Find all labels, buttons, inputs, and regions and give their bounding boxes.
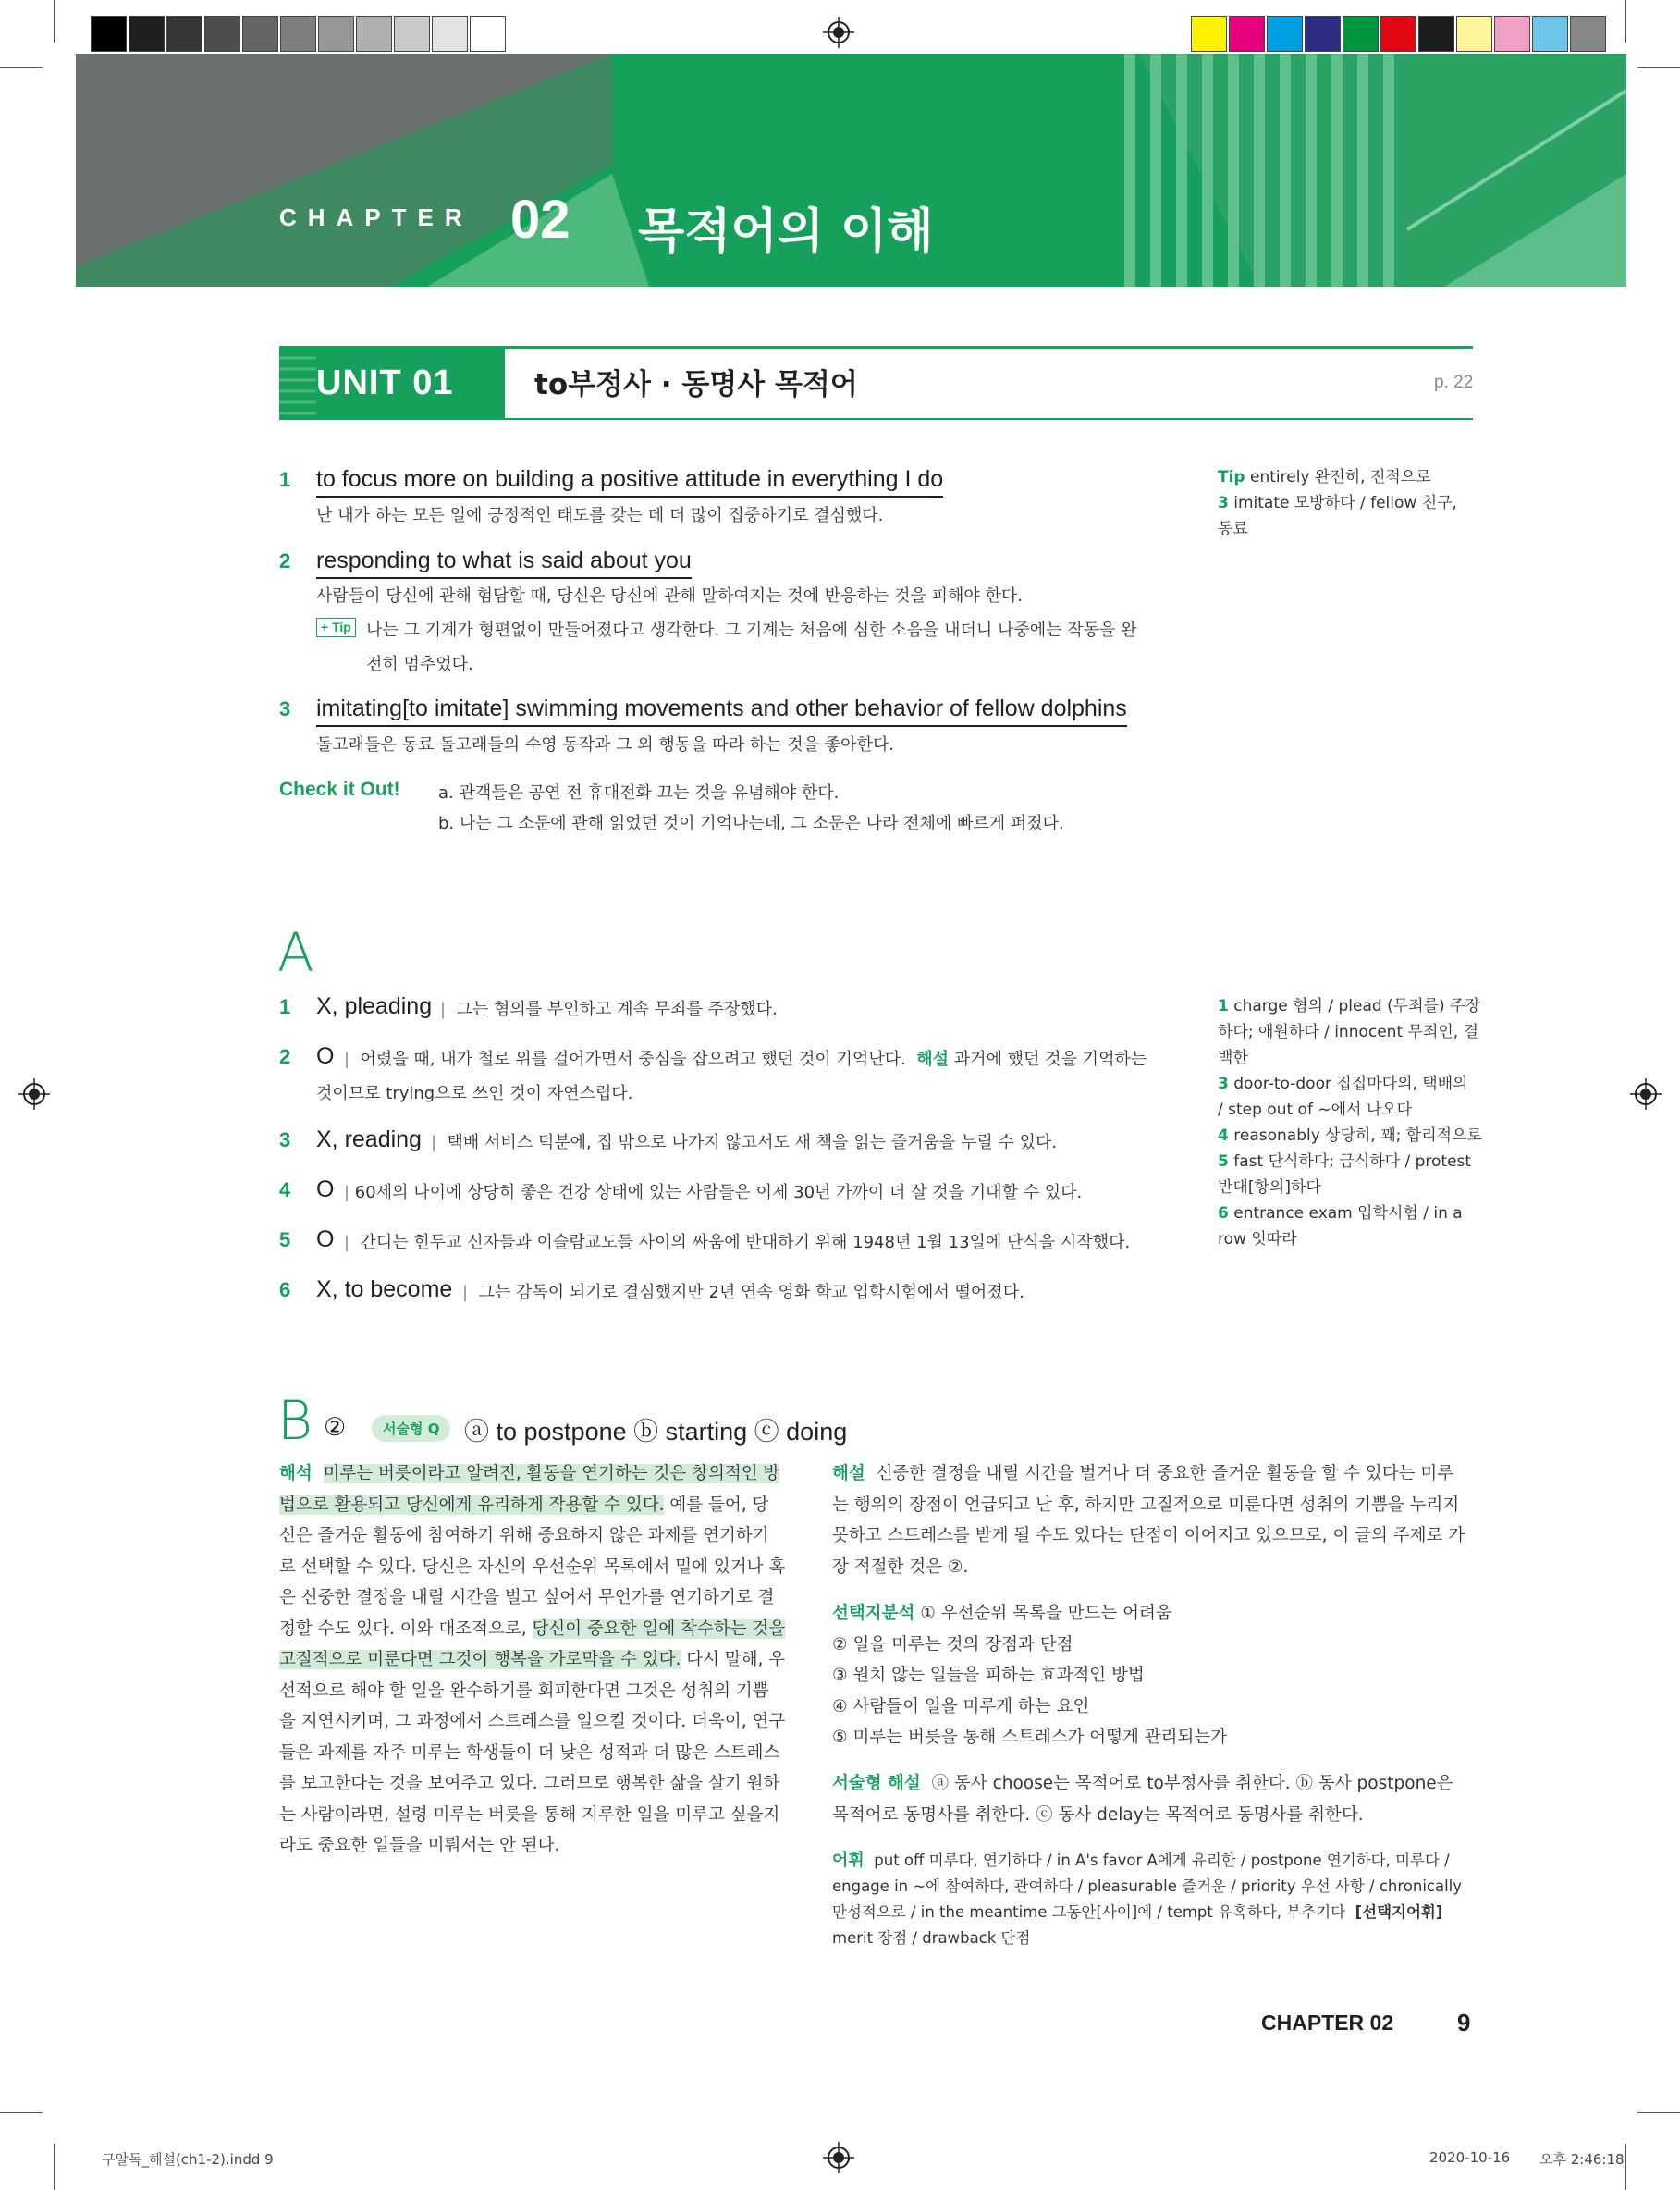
translation-body: 간디는 힌두교 신자들과 이슬람교도들 사이의 싸움에 반대하기 위해 1948년 1월 13일에 단식을 시작했다.	[360, 1233, 1131, 1252]
vocabulary-text: 만성적으로 / in the meantime 그동안[사이]에 / tempt 유혹하다, 부추기다	[832, 1903, 1346, 1921]
side-number: 5	[1218, 1152, 1229, 1171]
vocabulary-text: put off 미루다, 연기하다 / in A's favor A에게 유리한 / postpone 연기하다, 미루다 /	[874, 1852, 1450, 1869]
side-tip-text: imitate 모방하다 / fellow 친구,	[1233, 494, 1457, 512]
paragraph-text: 예를 들어, 당	[664, 1495, 769, 1515]
translation-text: | 60세의 나이에 상당히 좋은 건강 상태에 있는 사람들은 이제 30년 가까이 더 살 것을 기대할 수 있다.	[344, 1183, 1083, 1202]
crop-mark	[54, 0, 55, 43]
item-number: 2	[279, 1045, 291, 1068]
page-number: 9	[1457, 2009, 1471, 2036]
translation-body: 그는 혐의를 부인하고 계속 무죄를 주장했다.	[456, 1000, 778, 1019]
paragraph-text: 은 신중한 결정을 내릴 시간을 벌고 싶어서 무언가를 연기하기로 결	[279, 1588, 775, 1607]
tip-text: 전히 멈추었다.	[366, 655, 473, 674]
answer-number: ②	[324, 1413, 347, 1441]
registration-mark-icon	[823, 17, 854, 48]
color-swatch	[318, 16, 354, 52]
color-swatch	[1570, 16, 1606, 52]
translation-text: | 택배 서비스 덕분에, 집 밖으로 나가지 않고서도 새 책을 읽는 즐거움을 누릴 수 있다.	[431, 1133, 1058, 1152]
paragraph-text: 선적으로 해야 할 일을 완수하기를 회피한다면 그것은 성취의 기쁨	[279, 1680, 769, 1701]
color-swatch	[166, 16, 202, 52]
note-label: 해설	[916, 1050, 950, 1069]
crop-mark	[0, 67, 43, 68]
crop-mark	[1637, 67, 1680, 68]
crop-mark	[1625, 2144, 1626, 2190]
section-letter-b: B	[277, 1389, 313, 1452]
side-text: 반대[항의]하다	[1218, 1178, 1321, 1197]
translation-text: 난 내가 하는 모든 일에 긍정적인 태도를 갖는 데 더 많이 집중하기로 결심했다.	[316, 506, 884, 525]
paragraph-text: 는 사람이라면, 설령 미루는 버릇을 통해 지루한 일을 미루고 싶을지	[279, 1804, 780, 1825]
color-swatch	[1380, 16, 1416, 52]
paragraph-text: 로 선택할 수 있다. 당신은 자신의 우선순위 목록에서 밑에 있거나 혹	[279, 1556, 786, 1577]
answer-text: O	[316, 1043, 335, 1069]
side-number: 3	[1218, 1075, 1229, 1093]
answer-text: O	[316, 1176, 335, 1202]
translation-text: | 그는 감독이 되기로 결심했지만 2년 연속 영화 학교 입학시험에서 떨어졌다.	[462, 1283, 1024, 1302]
answer-text: to focus more on building a positive attitude in everything I do	[316, 466, 943, 498]
side-text: charge 혐의 / plead (무죄를) 주장	[1233, 997, 1480, 1015]
choice-item: ④ 사람들이 일을 미루게 하는 요인	[832, 1696, 1090, 1716]
print-date: 2020-10-16	[1429, 2149, 1511, 2166]
side-number: 1	[1218, 997, 1229, 1015]
answer-text: O	[316, 1226, 335, 1252]
color-swatch	[1267, 16, 1303, 52]
translation-text: 사람들이 당신에 관해 험담할 때, 당신은 당신에 관해 말하여지는 것에 반응하는 것을 피해야 한다.	[316, 586, 1023, 606]
side-text: 백한	[1218, 1049, 1248, 1067]
highlight-text: 법으로 활용되고 당신에게 유리하게 작용할 수 있다.	[279, 1495, 665, 1515]
unit-bottom-rule	[279, 418, 1473, 420]
color-swatch	[91, 16, 127, 52]
side-text: / step out of ~에서 나오다	[1218, 1101, 1413, 1119]
crop-mark	[1625, 0, 1626, 43]
side-number: 6	[1218, 1204, 1229, 1223]
color-swatch	[242, 16, 278, 52]
choice-item: ① 우선순위 목록을 만드는 어려움	[920, 1604, 1172, 1623]
answer-text: X, to become	[316, 1276, 453, 1302]
crop-mark	[1637, 2112, 1680, 2113]
vocabulary-text: engage in ~에 참여하다, 관여하다 / pleasurable 즐거운 / priority 우선 사항 / chronically	[832, 1877, 1463, 1895]
item-number: 1	[279, 995, 291, 1018]
print-time: 오후 2:46:18	[1539, 2151, 1625, 2168]
color-swatch	[1305, 16, 1341, 52]
side-tip-number: 3	[1218, 494, 1229, 512]
color-swatch	[1532, 16, 1568, 52]
item-number: 3	[279, 697, 291, 720]
item-number: 5	[279, 1228, 291, 1251]
paragraph-text: 라도 중요한 일들을 미뤄서는 안 된다.	[279, 1836, 560, 1855]
side-tip-label: Tip	[1218, 468, 1245, 486]
side-text: row 잇따라	[1218, 1230, 1297, 1249]
vocabulary-box	[832, 1848, 1462, 1951]
section-letter-a: A	[277, 921, 314, 984]
tip-badge: + Tip	[316, 618, 356, 637]
color-swatch	[1191, 16, 1227, 52]
file-name: 구알독_해설(ch1-2).indd 9	[102, 2151, 274, 2168]
choice-analysis-label: 선택지분석	[832, 1604, 915, 1623]
check-item-a: a. 관객들은 공연 전 휴대전화 끄는 것을 유념해야 한다.	[438, 783, 840, 803]
item-number: 2	[279, 549, 291, 572]
page-reference: p. 22	[1434, 373, 1474, 392]
registration-mark-icon	[18, 1078, 50, 1110]
paragraph-text: 목적어로 동명사를 취한다. ⓒ 동사 delay는 목적어로 동명사를 취한다.	[832, 1804, 1364, 1825]
color-swatch	[1343, 16, 1379, 52]
descriptive-explanation	[832, 1768, 1453, 1830]
answer-text: X, reading	[316, 1126, 422, 1152]
translation-text: | 어렸을 때, 내가 철로 위를 걸어가면서 중심을 잡으려고 했던 것이 기억난다. 해설 과거에 했던 것을 기억하는	[344, 1050, 1147, 1069]
choice-analysis	[832, 1598, 1227, 1753]
paragraph-text: 을 지연시키며, 그 과정에서 스트레스를 일으킬 것이다. 더욱이, 연구	[279, 1712, 786, 1731]
choice-item: ⑤ 미루는 버릇을 통해 스트레스가 어떻게 관리되는가	[832, 1728, 1228, 1747]
check-it-out-label: Check it Out!	[279, 779, 400, 800]
color-swatch	[394, 16, 430, 52]
tip-text: 나는 그 기계가 형편없이 만들어졌다고 생각한다. 그 기계는 처음에 심한 소음을 내더니 나중에는 작동을 완	[366, 621, 1137, 640]
translation-text: 돌고래들은 동료 돌고래들의 수영 동작과 그 외 행동을 따라 하는 것을 좋아한다.	[316, 735, 895, 755]
chapter-word: CHAPTER	[279, 203, 473, 231]
unit-title: to부정사 · 동명사 목적어	[534, 368, 858, 401]
check-item-b: b. 나는 그 소문에 관해 읽었던 것이 기억나는데, 그 소문은 나라 전체에 빠르게 퍼졌다.	[438, 814, 1064, 833]
unit-label: UNIT 01	[316, 363, 454, 402]
paragraph-text: 들은 과제를 자주 미루는 학생들이 더 낮은 성적과 더 많은 스트레스	[279, 1742, 780, 1763]
item-number: 6	[279, 1278, 291, 1301]
color-swatch	[1494, 16, 1530, 52]
side-number: 4	[1218, 1126, 1229, 1145]
color-swatch	[432, 16, 468, 52]
highlight-text: 당신이 중요한 일에 착수하는 것을	[532, 1618, 786, 1639]
item-number: 1	[279, 468, 291, 491]
paragraph-text: 신중한 결정을 내릴 시간을 벌거나 더 중요한 즐거운 활동을 할 수 있다는 미루	[876, 1464, 1454, 1483]
choice-item: ③ 원치 않는 일들을 피하는 효과적인 방법	[832, 1666, 1145, 1685]
paragraph-text: ⓐ 동사 choose는 목적어로 to부정사를 취한다. ⓑ 동사 postpone은	[931, 1774, 1453, 1793]
paragraph-text: 신은 즐거운 활동에 참여하기 위해 중요하지 않은 과제를 연기하기	[279, 1526, 769, 1545]
color-swatch	[129, 16, 165, 52]
choice-item: ② 일을 미루는 것의 장점과 단점	[832, 1634, 1073, 1655]
color-swatch	[470, 16, 506, 52]
registration-mark-icon	[823, 2142, 854, 2173]
note-text: 것이므로 trying으로 쓰인 것이 자연스럽다.	[316, 1084, 633, 1103]
translation-body: 택배 서비스 덕분에, 집 밖으로 나가지 않고서도 새 책을 읽는 즐거움을 누릴 수 있다.	[447, 1133, 1058, 1152]
highlight-text: 미루는 버릇이라고 알려진, 활동을 연기하는 것은 창의적인 방	[323, 1464, 780, 1483]
color-swatch	[1456, 16, 1492, 52]
descriptive-answer: ⓐ to postpone ⓑ starting ⓒ doing	[464, 1418, 848, 1446]
translation-text: | 그는 혐의를 부인하고 계속 무죄를 주장했다.	[440, 1000, 778, 1019]
side-vocabulary	[1218, 993, 1482, 1252]
color-swatch	[280, 16, 316, 52]
translation-body: 그는 감독이 되기로 결심했지만 2년 연속 영화 학교 입학시험에서 떨어졌다.	[478, 1283, 1024, 1302]
side-text: 하다; 애원하다 / innocent 무죄인, 결	[1218, 1023, 1479, 1041]
side-tip	[1218, 464, 1457, 542]
unit-label-box	[279, 349, 505, 419]
explanation-paragraph	[832, 1458, 1479, 1582]
color-swatch	[1229, 16, 1265, 52]
translation-text: | 간디는 힌두교 신자들과 이슬람교도들 사이의 싸움에 반대하기 위해 1948년 1월 13일에 단식을 시작했다.	[344, 1233, 1131, 1252]
highlight-text: 고질적으로 미룬다면 그것이 행복을 가로막을 수 있다.	[279, 1650, 681, 1669]
explanation-label: 해설	[832, 1464, 865, 1483]
process-color-bar	[1191, 16, 1608, 52]
color-swatch	[204, 16, 240, 52]
item-number: 3	[279, 1128, 291, 1151]
note-text: 과거에 했던 것을 기억하는	[953, 1050, 1147, 1069]
translation-body: 60세의 나이에 상당히 좋은 건강 상태에 있는 사람들은 이제 30년 가까이 더 살 것을 기대할 수 있다.	[354, 1183, 1083, 1202]
crop-mark	[54, 2144, 55, 2190]
paragraph-text: 정할 수도 있다. 이와 대조적으로,	[279, 1618, 533, 1639]
chapter-number: 02	[510, 190, 570, 250]
paragraph-text: 를 보고한다는 것을 보여주고 있다. 그러므로 행복한 삶을 살기 원하	[279, 1774, 780, 1793]
color-swatch	[356, 16, 392, 52]
descriptive-explanation-label: 서술형 해설	[832, 1774, 921, 1793]
side-text: fast 단식하다; 금식하다 / protest	[1233, 1152, 1472, 1171]
registration-mark-icon	[1630, 1078, 1662, 1110]
gray-color-bar	[91, 16, 508, 52]
side-text: reasonably 상당히, 꽤; 합리적으로	[1233, 1126, 1482, 1145]
crop-mark	[0, 2112, 43, 2113]
side-text: door-to-door 집집마다의, 택배의	[1233, 1075, 1468, 1093]
translation-body: 어렸을 때, 내가 철로 위를 걸어가면서 중심을 잡으려고 했던 것이 기억난다.	[360, 1050, 906, 1069]
translation-label: 해석	[279, 1464, 313, 1483]
answer-text: X, pleading	[316, 993, 433, 1019]
answer-text: responding to what is said about you	[316, 548, 692, 579]
chapter-title: 목적어의 이해	[638, 204, 934, 260]
chapter-banner	[76, 54, 1626, 287]
side-tip-text: 동료	[1218, 520, 1248, 538]
footer-chapter: CHAPTER 02	[1261, 2011, 1394, 2035]
translation-paragraph	[279, 1458, 790, 1862]
paragraph-text: 장 적절한 것은 ②.	[832, 1556, 969, 1577]
paragraph-text: 다시 말해, 우	[681, 1650, 786, 1669]
vocabulary-label: 어휘	[832, 1851, 865, 1870]
vocabulary-text: merit 장점 / drawback 단점	[832, 1929, 1031, 1947]
choice-vocab-tag: [선택지어휘]	[1355, 1903, 1443, 1921]
color-swatch	[1418, 16, 1454, 52]
answer-text: imitating[to imitate] swimming movements and other behavior of fellow dolphins	[316, 695, 1127, 727]
paragraph-text: 못하고 스트레스를 받게 될 수도 있다는 단점이 이어지고 있으므로, 이 글의 주제로 가	[832, 1526, 1465, 1545]
side-tip-text: entirely 완전히, 전적으로	[1250, 468, 1431, 486]
descriptive-q-badge: 서술형 Q	[372, 1415, 450, 1442]
paragraph-text: 는 행위의 장점이 언급되고 난 후, 하지만 고질적으로 미룬다면 성취의 기쁨을 누리지	[832, 1495, 1460, 1515]
side-text: entrance exam 입학시험 / in a	[1233, 1204, 1463, 1223]
item-number: 4	[279, 1178, 291, 1201]
